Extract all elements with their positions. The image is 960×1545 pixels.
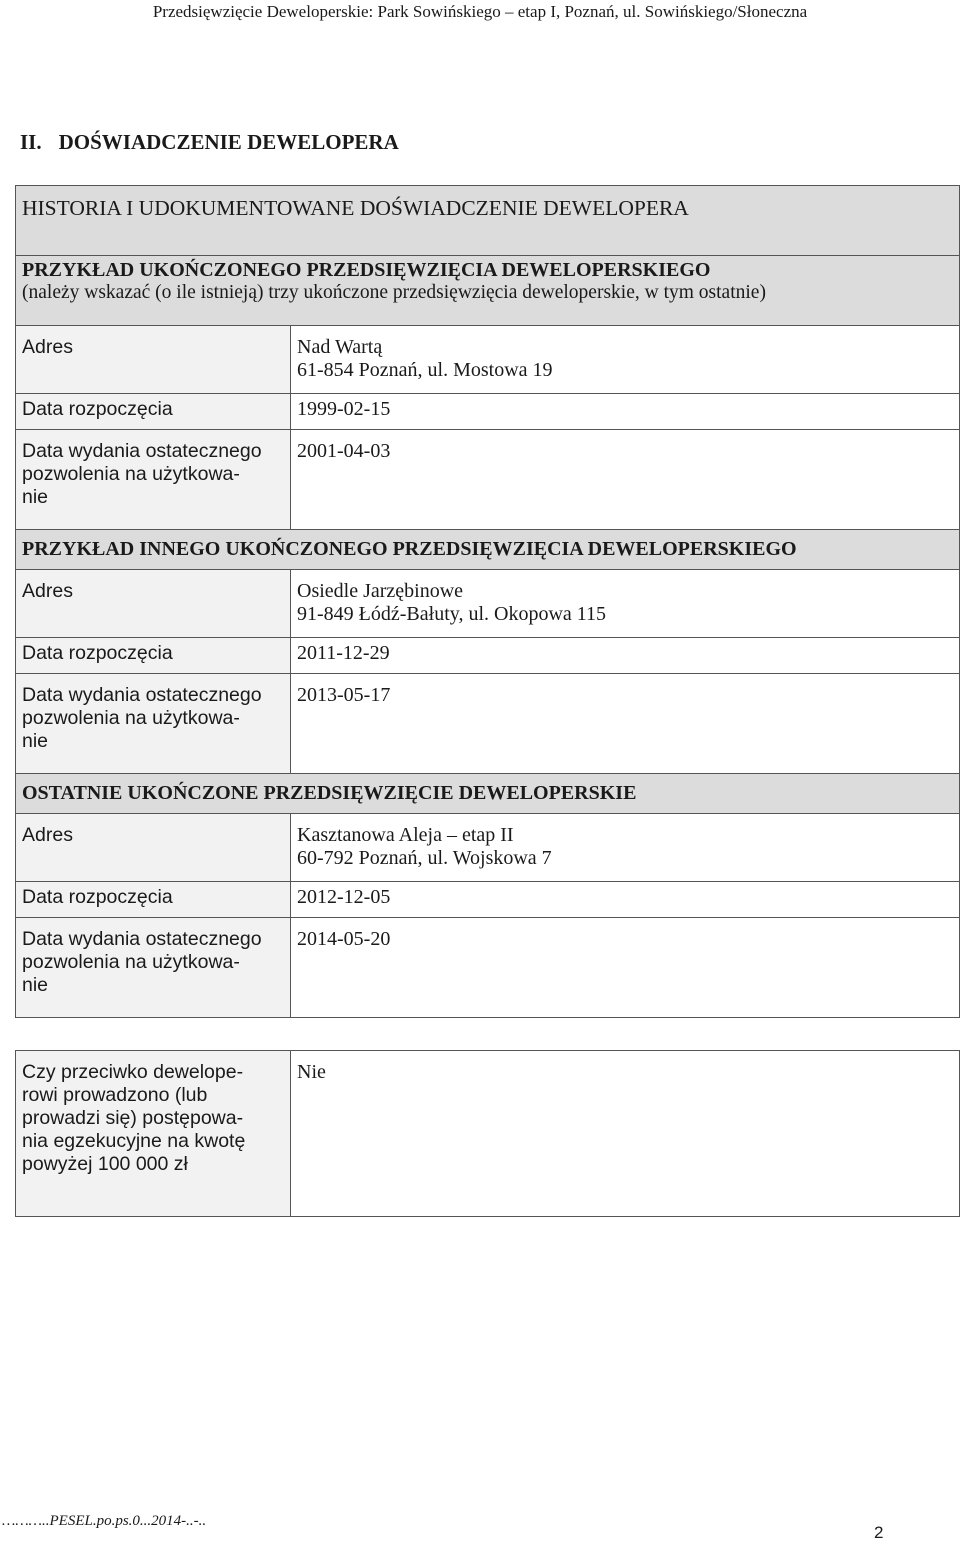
permit-date-label: Data wydania ostatecznego pozwolenia na użytkowa- nie <box>16 430 291 530</box>
project-heading-cell <box>16 530 960 570</box>
project-note: (należy wskazać (o ile istnieją) trzy ukończone przedsięwzięcia deweloperskie, w tym ostatnie) <box>22 282 766 303</box>
permit-date-label: Data wydania ostatecznego pozwolenia na użytkowa- nie <box>16 674 291 774</box>
address-value: Kasztanowa Aleja – etap II 60-792 Poznań, ul. Wojskowa 7 <box>291 814 960 882</box>
enforcement-table <box>15 1050 960 1217</box>
project-heading: PRZYKŁAD INNEGO UKOŃCZONEGO PRZEDSIĘWZIĘCIA DEWELOPERSKIEGO <box>22 538 797 560</box>
start-date-label: Data rozpoczęcia <box>16 882 291 918</box>
enforcement-value: Nie <box>291 1051 960 1217</box>
permit-date-value: 2014-05-20 <box>291 918 960 1018</box>
footer-reference: ………..PESEL.po.ps.0...2014-..-.. <box>2 1513 207 1529</box>
project-heading: PRZYKŁAD UKOŃCZONEGO PRZEDSIĘWZIĘCIA DEWELOPERSKIEGO <box>22 259 711 281</box>
address-label: Adres <box>16 814 291 882</box>
developer-experience-table <box>15 185 960 1018</box>
address-value: Nad Wartą 61-854 Poznań, ul. Mostowa 19 <box>291 326 960 394</box>
project-heading-cell <box>16 256 960 326</box>
address-label: Adres <box>16 326 291 394</box>
table-title: HISTORIA I UDOKUMENTOWANE DOŚWIADCZENIE DEWELOPERA <box>22 196 689 220</box>
start-date-value: 2012-12-05 <box>291 882 960 918</box>
permit-date-value: 2013-05-17 <box>291 674 960 774</box>
address-value: Osiedle Jarzębinowe 91-849 Łódź-Bałuty, ul. Okopowa 115 <box>291 570 960 638</box>
section-title-text: DOŚWIADCZENIE DEWELOPERA <box>58 130 399 154</box>
project-heading-cell <box>16 774 960 814</box>
section-title <box>20 130 399 155</box>
page-number: 2 <box>874 1523 884 1542</box>
start-date-value: 1999-02-15 <box>291 394 960 430</box>
permit-date-value: 2001-04-03 <box>291 430 960 530</box>
project-heading: OSTATNIE UKOŃCZONE PRZEDSIĘWZIĘCIE DEWELOPERSKIE <box>22 782 637 804</box>
table-title-cell <box>16 186 960 256</box>
section-number: II. <box>20 130 42 154</box>
start-date-label: Data rozpoczęcia <box>16 638 291 674</box>
address-label: Adres <box>16 570 291 638</box>
start-date-value: 2011-12-29 <box>291 638 960 674</box>
permit-date-label: Data wydania ostatecznego pozwolenia na użytkowa- nie <box>16 918 291 1018</box>
enforcement-label: Czy przeciwko dewelope- rowi prowadzono (lub prowadzi się) postępowa- nia egzekucyjne na kwotę powyżej 100 000 zł <box>16 1051 291 1217</box>
page-header: Przedsięwzięcie Deweloperskie: Park Sowińskiego – etap I, Poznań, ul. Sowińskiego/Słoneczna <box>152 2 808 21</box>
start-date-label: Data rozpoczęcia <box>16 394 291 430</box>
